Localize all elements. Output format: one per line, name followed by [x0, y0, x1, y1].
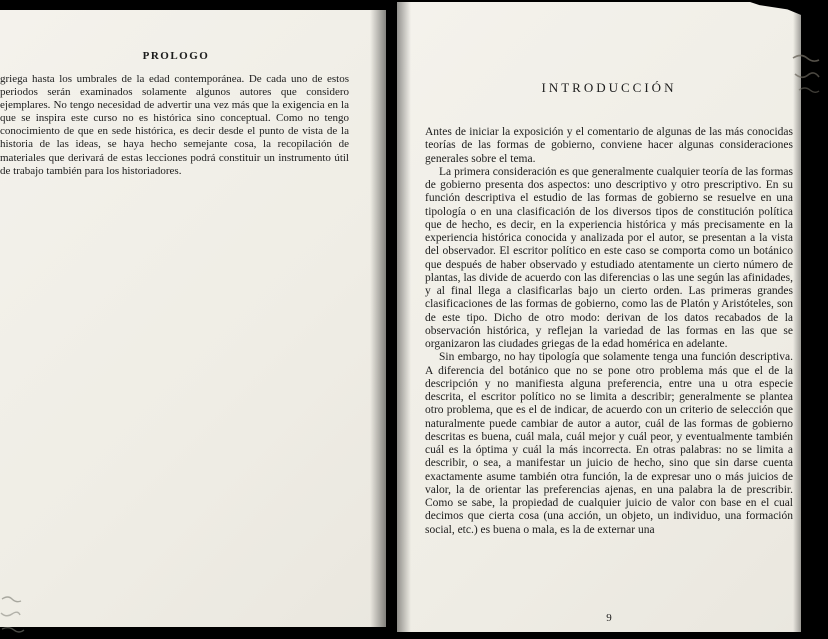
- paragraph: Sin embargo, no hay tipología que solamente tenga una función descriptiva. A diferencia del botánico que no se pone otro problema más que el de la descripción y no manifiesta alguna preferencia, entre una u otra especie descrita, el escritor político no se limita a describir; generalmente se plantea otro problema, que es el de indicar, de acuerdo con un criterio de selección que naturalmente puede cambiar de autor a autor, cuál de las formas de gobierno descritas es buena, cuál mala, cuál mejor y cuál peor, y eventualmente también cuál es la óptima y cuál la más incorrecta. En otras palabras: no se limita a describir, o sea, a manifestar un juicio de hecho, sino que sin darse cuenta exactamente asume también otra función, la de expresar uno o más juicios de valor, la de orientar las preferencias ajenas, en una palabra la de prescribir. Como se sabe, la propiedad de cualquier juicio de valor con base en el cual decimos que cierta cosa (una acción, un objeto, un individuo, una formación social, etc.) es buena o mala, es la de externar una: [425, 351, 793, 536]
- margin-scribble: [789, 52, 823, 102]
- paragraph: La primera consideración es que generalmente cualquier teoría de las formas de gobierno presenta dos aspectos: uno descriptivo y otro prescriptivo. En su función descriptiva el estudio de las formas de gobierno se resuelve en una tipología o en una clasificación de los diversos tipos de constitución política que de hecho, es decir, en la experiencia histórica y más precisamente en la experiencia histórica conocida y analizada por el autor, se presentan a la vista del observador. El escritor político en este caso se comporta como un botánico que después de haber observado y estudiado atentamente un cierto número de plantas, las divide de acuerdo con las diferencias o las une según las afinidades, y al final llega a clasificarlas bajo un cierto orden. Las primeras grandes clasificaciones de las formas de gobierno, como las de Platón y Aristóteles, son de este tipo. Dicho de otro modo: derivan de los datos recabados de la observación histórica, y reflejan la variedad de las formas en las que se organizaron las ciudades griegas de la edad homérica en adelante.: [425, 165, 793, 350]
- left-page: [0, 10, 386, 627]
- page-number: 9: [606, 612, 612, 624]
- right-page-header: INTRODUCCIÓN: [541, 80, 677, 95]
- paragraph: Antes de iniciar la exposición y el comentario de algunas de las más conocidas teorías de las formas de gobierno, conviene hacer algunas consideraciones generales sobre el tema.: [425, 126, 793, 165]
- right-page-body: [425, 126, 793, 537]
- left-page-text: griega hasta los umbrales de la edad contemporánea. De cada uno de estos periodos serán examinados solamente algunos autores que considero ejemplares. No tengo necesidad de advertir una vez más que la exigencia en la que se inspira este curso no es histórica sino conceptual. Como no tengo conocimiento de que en sede histórica, es decir desde el punto de vista de la historia de las ideas, se haya hecho semejante cosa, la recopilación de materiales que derivará de estas lecciones podrá constituir un instrumento útil de trabajo también para los historiadores.: [0, 73, 349, 177]
- left-page-header: PROLOGO: [142, 50, 210, 62]
- right-page: [397, 2, 801, 632]
- pencil-mark: [0, 593, 44, 639]
